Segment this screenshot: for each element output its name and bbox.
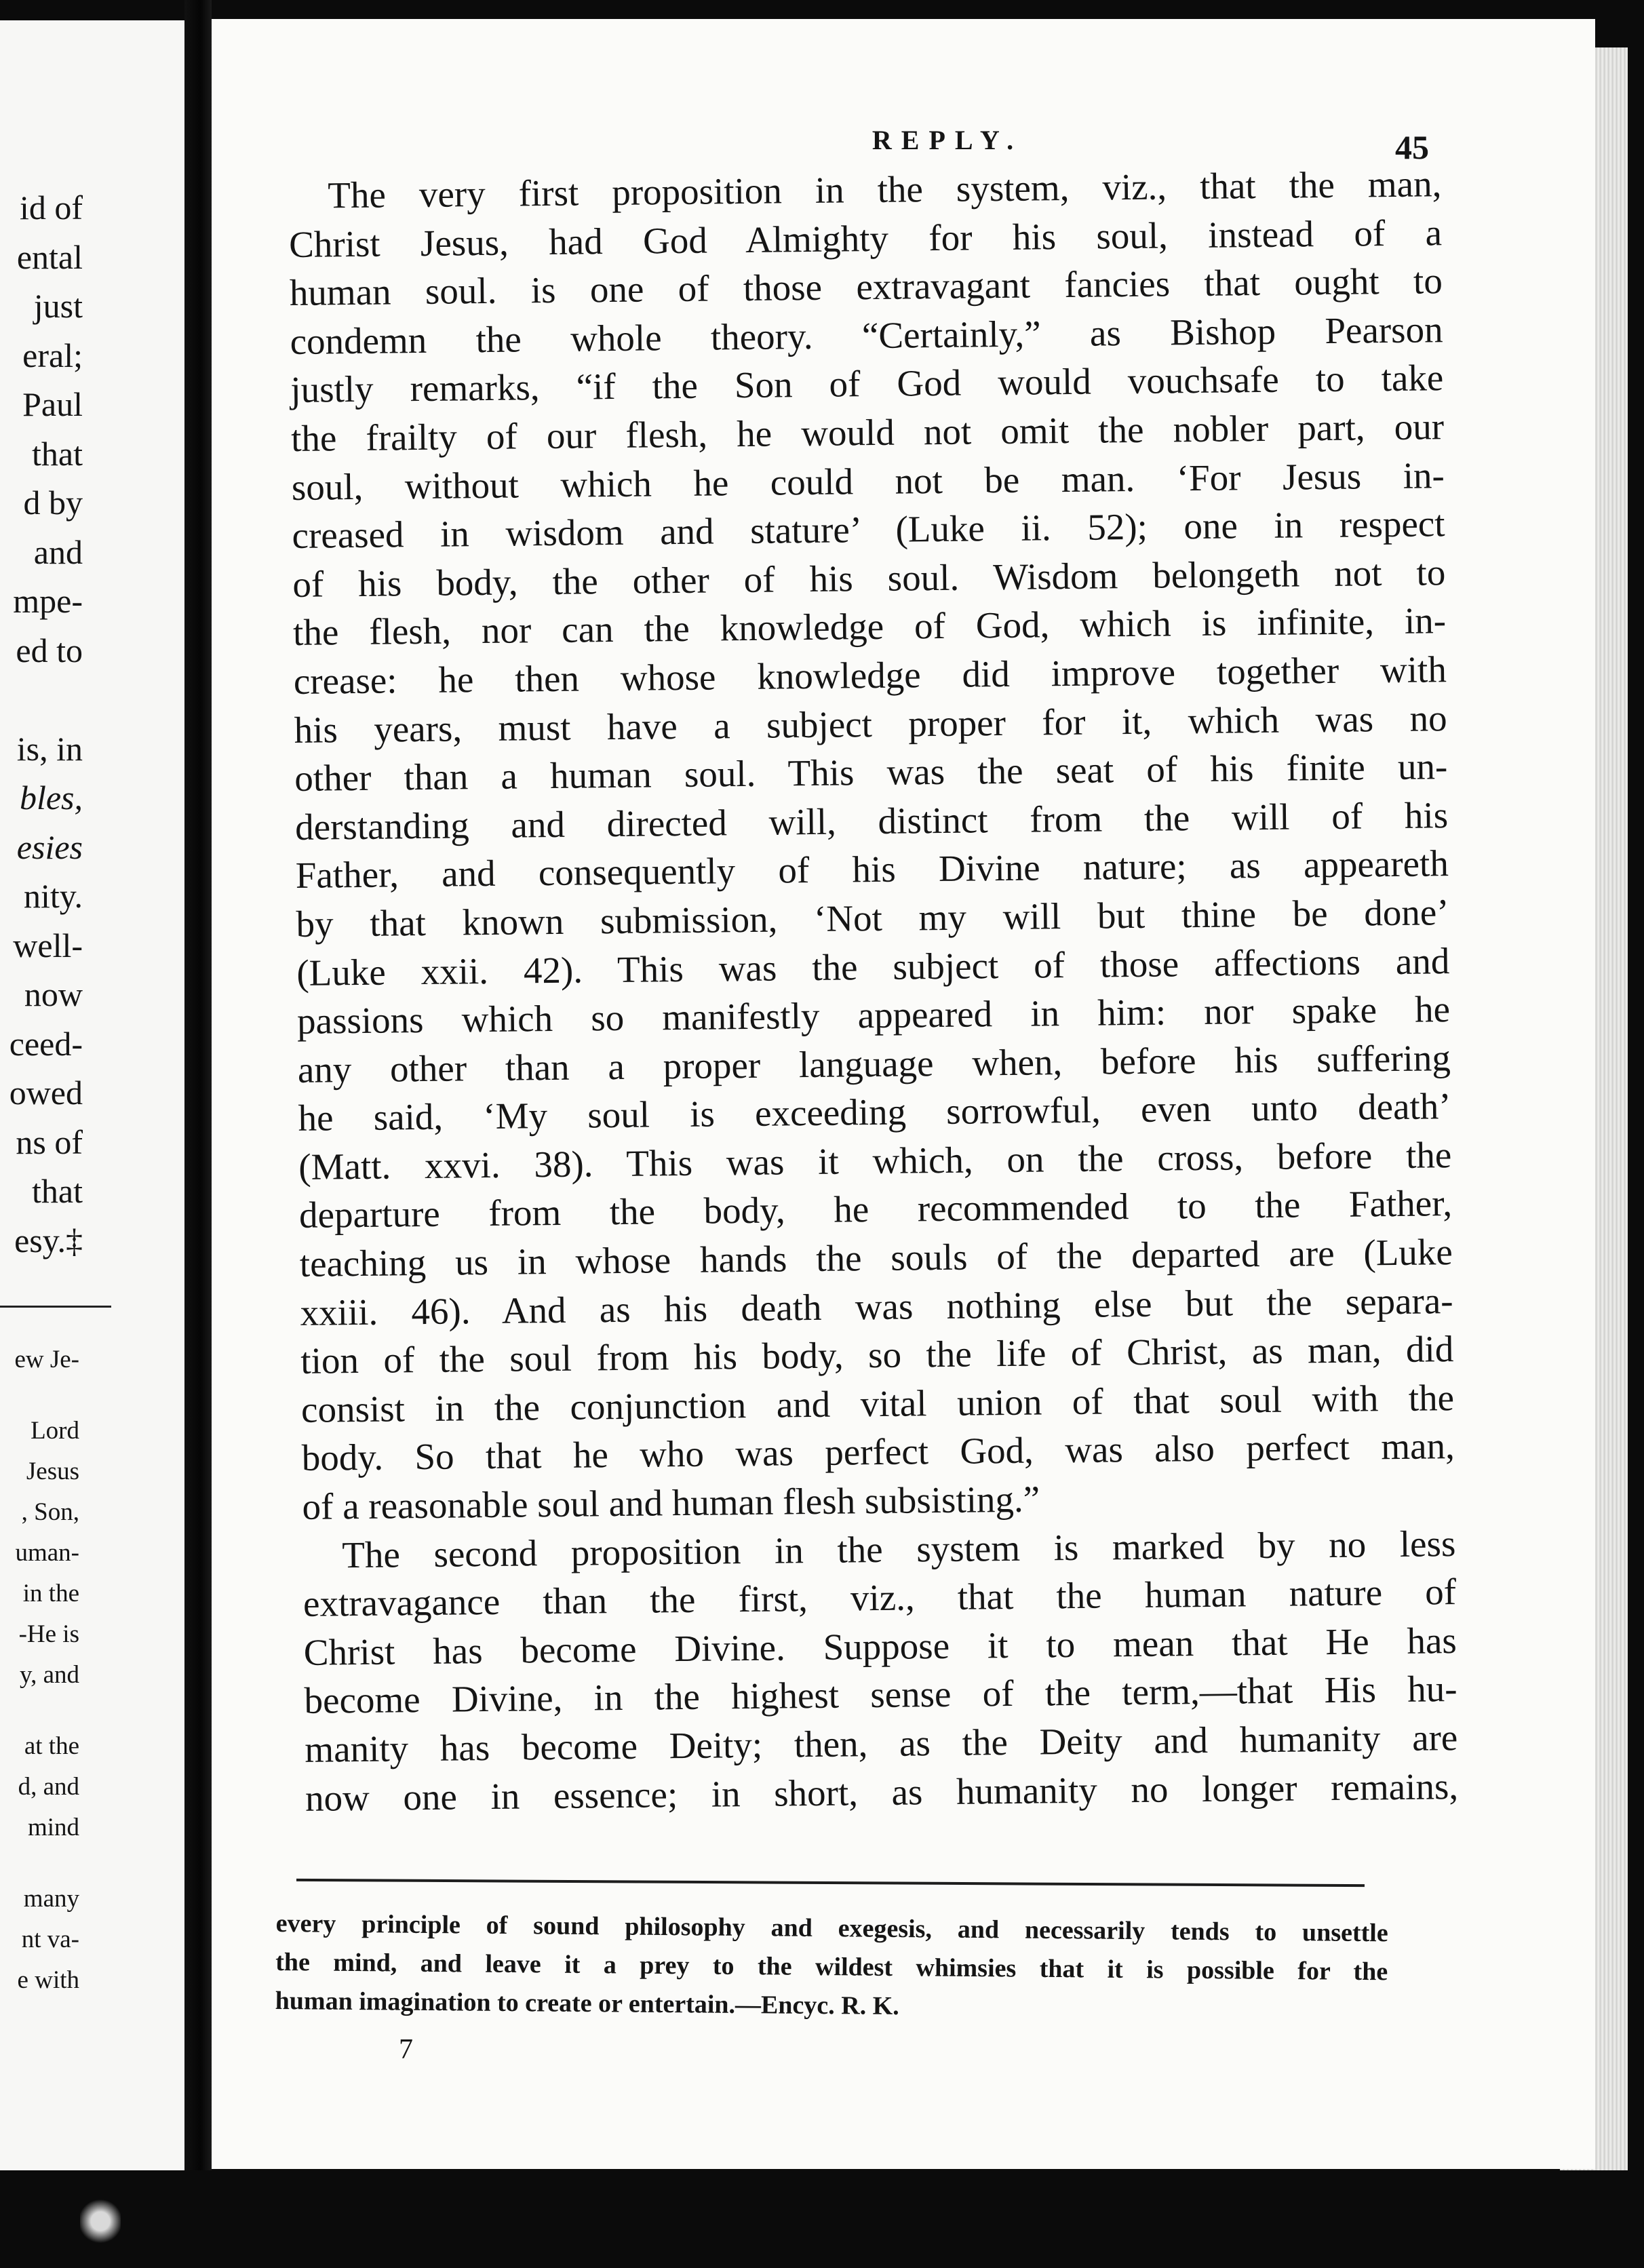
text-line: teaching us in whose hands the souls of the departed are (Luke <box>299 1231 1453 1285</box>
text-line: (Luke xxii. 42). This was the subject of those affections and <box>296 939 1450 994</box>
text-line: soul, without which he could not be man. ‘For Jesus in- <box>291 454 1445 508</box>
text-line: Christ Jesus, had God Almighty for his soul, instead of a <box>288 211 1443 265</box>
previous-page-note-line: ew Je- <box>14 1346 79 1373</box>
previous-page-body <box>8 183 184 1265</box>
text-line: manity has become Deity; then, as the Deity and humanity are <box>305 1717 1458 1770</box>
text-line: departure from the body, he recommended to the Father, <box>298 1182 1453 1236</box>
text-line: condemn the whole theory. “Certainly,” as Bishop Pearson <box>290 308 1443 362</box>
previous-page-line: that <box>32 434 83 473</box>
body-text <box>288 159 1458 1822</box>
text-line: other than a human soul. This was the seat of his finite un- <box>294 745 1448 800</box>
text-line: of his body, the other of his soul. Wisdom belongeth not to <box>292 551 1446 605</box>
previous-page-note-line: mind <box>27 1814 79 1841</box>
previous-page-line: esy.‡ <box>14 1221 83 1259</box>
signature-mark: 7 <box>399 2034 413 2065</box>
previous-page-line: now <box>24 975 83 1013</box>
previous-page-note-line: at the <box>24 1732 79 1760</box>
previous-page-line: esies <box>16 827 83 866</box>
text-line: derstanding and directed will, distinct from the will of his <box>294 794 1449 848</box>
text-line: by that known submission, ‘Not my will but thine be done’ <box>296 891 1449 945</box>
text-line: body. So that he who was perfect God, was also perfect man, <box>301 1425 1455 1479</box>
footnote-line: the mind, and leave it a prey to the wildest whimsies that it is possible for the <box>275 1947 1388 1987</box>
previous-page-note-line: nt va- <box>21 1925 79 1953</box>
previous-page-line: just <box>33 287 83 325</box>
running-head: REPLY. <box>872 125 1023 155</box>
previous-page-line: Paul <box>22 385 83 423</box>
text-line: the flesh, nor can the knowledge of God, which is infinite, in- <box>292 600 1447 654</box>
previous-page-line: that <box>32 1172 83 1210</box>
previous-page-line: ed to <box>16 631 83 669</box>
previous-page-line: bles, <box>19 779 83 817</box>
previous-page-note-line <box>8 1380 79 1411</box>
previous-page-line: d by <box>23 484 83 522</box>
previous-page-note-line: y, and <box>19 1661 79 1689</box>
text-line: The second proposition in the system is marked by no less <box>342 1522 1456 1576</box>
previous-page-note-line: Jesus <box>26 1458 79 1485</box>
previous-page-line: ceed- <box>9 1024 83 1063</box>
previous-page-line: ns of <box>16 1122 83 1161</box>
text-line: crease: he then whose knowledge did improve together with <box>293 648 1447 702</box>
text-line: of a reasonable soul and human flesh subsisting.” <box>302 1478 1040 1527</box>
previous-page-line: id of <box>19 189 83 227</box>
previous-page-line: nity. <box>23 877 83 915</box>
text-line: his years, must have a subject proper for it, which was no <box>294 697 1447 751</box>
text-line: The very first proposition in the system, viz., that the man, <box>328 163 1442 216</box>
previous-page-note-line: , Son, <box>21 1498 79 1526</box>
text-line: extravagance than the first, viz., that the human nature of <box>302 1571 1457 1625</box>
text-line: Father, and consequently of his Divine nature; as appeareth <box>295 842 1449 897</box>
text-line: consist in the conjunction and vital union of that soul with the <box>300 1376 1455 1430</box>
text-line: Christ has become Divine. Suppose it to mean that He has <box>303 1619 1457 1673</box>
text-line: he said, ‘My soul is exceeding sorrowful, even unto death’ <box>298 1085 1451 1139</box>
previous-page-note-line: in the <box>22 1580 79 1607</box>
previous-page-line: is, in <box>16 729 83 768</box>
text-line: any other than a proper language when, before his suffering <box>297 1036 1451 1091</box>
binding-clip-mark <box>80 2197 121 2245</box>
text-line: tion of the soul from his body, so the life of Christ, as man, did <box>300 1328 1454 1382</box>
previous-page-note-line: many <box>23 1885 79 1913</box>
previous-page-note-line: e with <box>17 1966 79 1994</box>
book-spine-shadow <box>184 0 212 2268</box>
previous-page-line: and <box>33 532 83 571</box>
previous-page-note-line: Lord <box>31 1417 79 1445</box>
text-line: become Divine, in the highest sense of the term,—that His hu- <box>304 1668 1457 1722</box>
previous-page-line: mpe- <box>13 582 83 620</box>
previous-page-note-line <box>8 1696 79 1726</box>
footnote <box>275 1904 1388 2030</box>
footnote-rule <box>296 1879 1365 1887</box>
previous-page-line: well- <box>13 926 83 964</box>
previous-page-note-line: d, and <box>18 1773 79 1801</box>
previous-page-footnotes <box>8 1340 184 2001</box>
text-line: the frailty of our flesh, he would not omit the nobler part, our <box>290 406 1445 459</box>
text-line: human soul. is one of those extravagant fancies that ought to <box>289 260 1443 314</box>
previous-page-line: ental <box>16 237 83 276</box>
previous-page-note-line: uman- <box>15 1539 79 1567</box>
text-line: justly remarks, “if the Son of God would vouchsafe to take <box>290 357 1444 411</box>
footnote-line: every principle of sound philosophy and exegesis, and necessarily tends to unsettle <box>275 1909 1388 1948</box>
previous-page-footnote-rule <box>0 1306 111 1308</box>
book-page: REPLY. 45 The very first proposition in the system, viz., that the man, Christ Jesus, had God Almighty for his soul, instead of a human soul. is one of those extravagant fancies that ought to condemn the whole theory. “Certainly,” as Bishop Pearson justly remarks, “if the Son of God would vouchsafe to take the frailty of our flesh, he would not omit the nobler part, our soul, without which he could not be man. ‘For Jesus in- creased in wisdom and stature’ (Luke ii. 52); one in respect of his body, the other of his soul. Wisdom belongeth not to the flesh, nor can the knowledge of God, which is infinite, in- crease: he then whose knowledge did improve together with his years, must have a subject proper for it, which was no other than a human soul. This was the seat of his finite un- derstanding and directed will, distinct from the will of his Father, and consequently of his Divine nature; as appeareth by that known submission, ‘Not my will but thine be done’ (Luke xxii. 42). This was the subject of those affections and passions which so manifestly appeared in him: nor spake he any other than a proper language when, before his suffering he said, ‘My soul is exceeding sorrowful, even unto death’ (Matt. xxvi. 38). This was it which, on the cross, before the departure from the body, he recommended to the Father, teaching us in whose hands the souls of the departed are (Luke xxiii. 46). And as his death was nothing else but the separa- tion of the soul from his body, so the life of Christ, as man, did consist in the conjunction and vital union of that soul with the body. So that he who was perfect God, was also perfect man, of a reasonable soul and human flesh subsisting.” The second proposition in the system is marked by no less extravagance than the first, viz., that the human nature of Christ has become Divine. Suppose it to mean that He has become Divine, in the highest sense of the term,—that His hu- manity has become Deity; then, as the Deity and humanity are now one in essence; in short, as humanity no longer remains, every principle of sound philosophy and exegesis, and necessarily tends to unsettle the mind, and leave it a prey to the wildest whimsies that it is possible for the human imagination to create or entertain.—Encyc. R. K. 7 <box>212 19 1595 2169</box>
previous-page-note-line: -He is <box>18 1620 79 1648</box>
scan-background <box>0 2170 1644 2268</box>
text-line: xxiii. 46). And as his death was nothing else but the separa- <box>300 1279 1453 1333</box>
text-line: now one in essence; in short, as humanity no longer remains, <box>305 1765 1459 1819</box>
footnote-line: human imagination to create or entertain.—Encyc. R. K. <box>275 1986 899 2021</box>
text-line: (Matt. xxvi. 38). This was it which, on the cross, before the <box>298 1133 1452 1188</box>
previous-page-note-line <box>8 1848 79 1879</box>
previous-page-fragment <box>0 20 184 2170</box>
previous-page-line: eral; <box>22 336 83 374</box>
text-line: passions which so manifestly appeared in him: nor spake he <box>296 988 1451 1042</box>
previous-page-line <box>8 675 83 724</box>
previous-page-line: owed <box>9 1074 83 1112</box>
text-line: creased in wisdom and stature’ (Luke ii. 52); one in respect <box>292 503 1445 557</box>
